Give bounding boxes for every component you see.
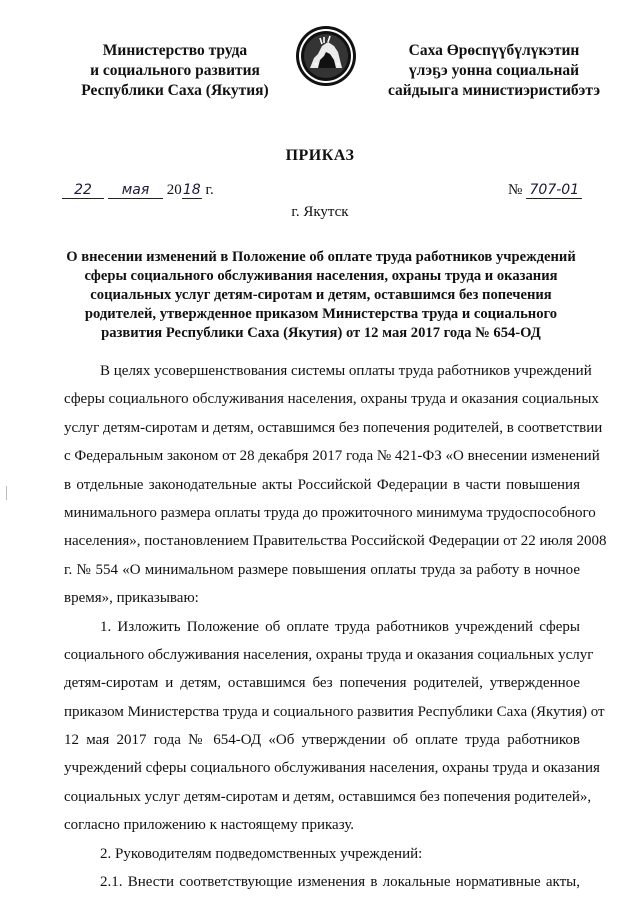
order-number <box>508 182 582 199</box>
body-line: с Федеральным законом от 28 декабря 2017 года № 421-ФЗ «О внесении изменений <box>64 448 600 465</box>
handwritten-month: мая <box>108 182 163 199</box>
body-line: в отдельные законодательные акты Российской Федерации в части повышения <box>64 476 580 493</box>
subject-line: родителей, утвержденное приказом Министерства труда и социального <box>84 306 558 322</box>
header-right-line: сайдыыга министиэристибэтэ <box>387 82 601 99</box>
body-line: детям-сиротам и детям, оставшимся без попечения родителей, утвержденное <box>64 675 580 692</box>
header-left-line: Министерство труда <box>102 42 248 59</box>
header-left-line: Республики Саха (Якутия) <box>81 82 269 99</box>
subject-line: развития Республики Саха (Якутия) от 12 мая 2017 года № 654-ОД <box>101 325 541 341</box>
body-line: 1. Изложить Положение об оплате труда работников учреждений сферы <box>100 618 580 635</box>
order-body <box>64 357 607 896</box>
header-left-line: и социального развития <box>90 62 260 79</box>
body-line: 2.1. Внести соответствующие изменения в локальные нормативные акты, <box>100 874 580 891</box>
subject-line: сферы социального обслуживания населения, охраны труда и оказания <box>84 268 558 284</box>
number-sign: № <box>508 182 523 198</box>
body-line: 12 мая 2017 года № 654-ОД «Об утверждении об оплате труда работников <box>64 732 580 749</box>
handwritten-day: 22 <box>62 182 104 199</box>
header-right-line: Саха Өрөспүүбүлүкэтин <box>408 42 580 59</box>
body-line: услуг детям-сиротам и детям, оставшимся без попечения родителей, в соответствии <box>64 419 603 436</box>
year-suffix: г. <box>205 182 214 198</box>
body-line: время», приказываю: <box>64 590 199 607</box>
subject-line: О внесении изменений в Положение об оплате труда работников учреждений <box>66 249 576 265</box>
body-line: населения», постановлением Правительства Российской Федерации от 22 июля 2008 <box>64 533 607 550</box>
body-line: В целях усовершенствования системы оплаты труда работников учреждений <box>100 363 592 379</box>
body-line: приказом Министерства труда и социального развития Республики Саха (Якутия) от <box>64 703 605 720</box>
handwritten-number: 707-01 <box>526 182 582 199</box>
printed-century: 20 <box>166 182 182 198</box>
handwritten-year: 18 <box>182 182 201 198</box>
ministry-name-russian <box>66 41 284 101</box>
body-line: г. № 554 «О минимальном размере повышения оплаты труда за работу в ночное <box>64 561 580 578</box>
body-line: согласно приложению к настоящему приказу. <box>64 817 355 834</box>
body-line: социальных услуг детям-сиротам и детям, оставшимся без попечения родителей», <box>64 788 592 805</box>
body-line: сферы социального обслуживания населения, охраны труда и оказания социальных <box>64 391 599 408</box>
order-subject <box>66 248 576 343</box>
ministry-name-yakut <box>378 41 610 101</box>
city-line: г. Якутск <box>291 204 349 220</box>
scan-margin-mark <box>6 486 7 500</box>
body-line: минимального размера оплаты труда до прожиточного минимума трудоспособного <box>64 504 596 521</box>
header-right-line: үлэҕэ уонна социальнай <box>408 62 580 79</box>
body-line: учреждений сферы социального обслуживания населения, охраны труда и оказания <box>64 760 600 777</box>
republic-sakha-emblem-icon <box>294 24 358 88</box>
body-line: 2. Руководителям подведомственных учреждений: <box>100 845 423 862</box>
subject-line: социальных услуг детям-сиротам и детям, оставшимся без попечения <box>90 287 552 303</box>
document-title: ПРИКАЗ <box>285 147 355 164</box>
order-date <box>62 182 214 199</box>
body-line: социального обслуживания населения, охраны труда и оказания социальных услуг <box>64 646 594 663</box>
